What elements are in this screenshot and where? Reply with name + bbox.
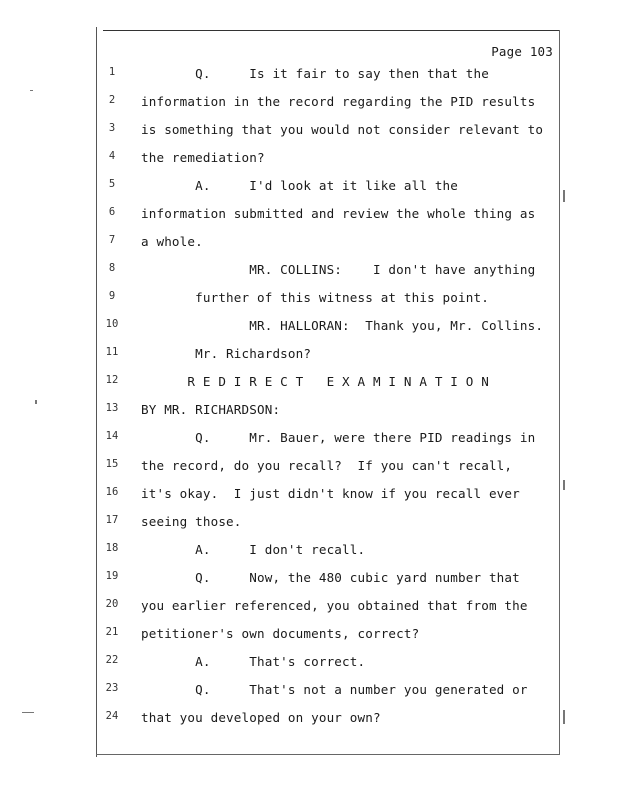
transcript-line: the record, do you recall? If you can't recall, bbox=[141, 458, 513, 473]
transcript-line: is something that you would not consider relevant to bbox=[141, 122, 544, 137]
right-margin-rule bbox=[559, 30, 560, 755]
line-number: 11 bbox=[105, 346, 119, 358]
transcript-line: information in the record regarding the PID results bbox=[141, 94, 536, 109]
line-number: 14 bbox=[105, 430, 119, 442]
scan-speck bbox=[30, 90, 33, 91]
section-heading: R E D I R E C T E X A M I N A T I O N bbox=[141, 374, 489, 389]
scan-speck bbox=[35, 400, 37, 404]
line-number: 9 bbox=[108, 290, 116, 302]
transcript-line: A. That's correct. bbox=[141, 654, 366, 669]
line-number: 3 bbox=[108, 122, 116, 134]
line-number: 5 bbox=[108, 178, 116, 190]
transcript-line: the remediation? bbox=[141, 150, 265, 165]
line-number: 12 bbox=[105, 374, 119, 386]
line-number: 2 bbox=[108, 94, 116, 106]
transcript-line: A. I'd look at it like all the bbox=[141, 178, 459, 193]
line-number: 4 bbox=[108, 150, 116, 162]
transcript-line: MR. HALLORAN: Thank you, Mr. Collins. bbox=[141, 318, 544, 333]
line-number: 22 bbox=[105, 654, 119, 666]
scan-speck bbox=[22, 712, 34, 713]
bottom-border bbox=[96, 754, 559, 755]
transcript-line: it's okay. I just didn't know if you recall ever bbox=[141, 486, 520, 501]
line-number: 13 bbox=[105, 402, 119, 414]
line-number: 20 bbox=[105, 598, 119, 610]
transcript-line: a whole. bbox=[141, 234, 203, 249]
scan-speck bbox=[563, 480, 565, 490]
transcript-line: MR. COLLINS: I don't have anything bbox=[141, 262, 536, 277]
transcript-line: further of this witness at this point. bbox=[141, 290, 489, 305]
transcript-line: Mr. Richardson? bbox=[141, 346, 312, 361]
line-number: 8 bbox=[108, 262, 116, 274]
transcript-line: you earlier referenced, you obtained that from the bbox=[141, 598, 528, 613]
transcript-line: BY MR. RICHARDSON: bbox=[141, 402, 281, 417]
line-number: 18 bbox=[105, 542, 119, 554]
line-number: 21 bbox=[105, 626, 119, 638]
line-number: 15 bbox=[105, 458, 119, 470]
transcript-line: Q. Is it fair to say then that the bbox=[141, 66, 489, 81]
transcript-line: Q. Now, the 480 cubic yard number that bbox=[141, 570, 520, 585]
line-number: 17 bbox=[105, 514, 119, 526]
top-border bbox=[103, 30, 559, 31]
scan-speck bbox=[563, 190, 565, 202]
line-number: 16 bbox=[105, 486, 119, 498]
transcript-line: information submitted and review the whole thing as bbox=[141, 206, 536, 221]
transcript-line: petitioner's own documents, correct? bbox=[141, 626, 420, 641]
line-number: 6 bbox=[108, 206, 116, 218]
line-number: 1 bbox=[108, 66, 116, 78]
page-number: Page 103 bbox=[491, 44, 553, 59]
scan-speck bbox=[563, 710, 565, 724]
line-number: 10 bbox=[105, 318, 119, 330]
line-number: 19 bbox=[105, 570, 119, 582]
line-number: 7 bbox=[108, 234, 116, 246]
transcript-line: seeing those. bbox=[141, 514, 242, 529]
line-number: 24 bbox=[105, 710, 119, 722]
transcript-line: that you developed on your own? bbox=[141, 710, 381, 725]
line-number: 23 bbox=[105, 682, 119, 694]
left-margin-rule bbox=[96, 27, 97, 757]
transcript-line: Q. Mr. Bauer, were there PID readings in bbox=[141, 430, 536, 445]
transcript-line: A. I don't recall. bbox=[141, 542, 366, 557]
transcript-line: Q. That's not a number you generated or bbox=[141, 682, 528, 697]
